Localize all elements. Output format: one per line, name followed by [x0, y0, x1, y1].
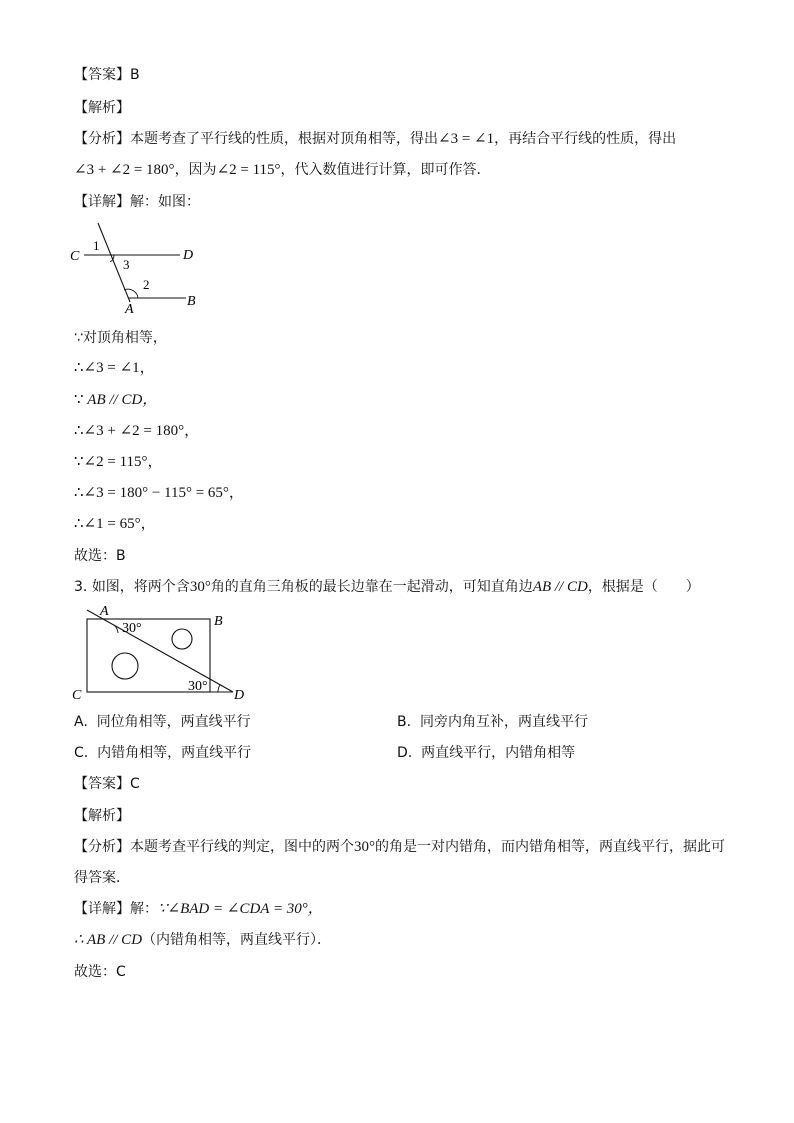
option-text: 同旁内角互补，两直线平行 [419, 714, 588, 730]
fenxi-line2-q2 [74, 160, 491, 180]
option-d[interactable] [397, 743, 575, 763]
option-c[interactable] [74, 743, 251, 763]
option-key: B. [397, 714, 412, 730]
stem-math: 30° [189, 579, 211, 595]
label-d: D [234, 688, 245, 702]
fenxi-text: ，代入数值进行计算，即可作答． [280, 162, 491, 178]
fenxi-tag: 【分析】 [74, 131, 130, 147]
step-math: AB // CD， [87, 392, 158, 408]
analysis-heading-q2: 【解析】 [74, 100, 130, 116]
conclusion-line-q3 [74, 930, 331, 950]
ruler-hole-top [172, 629, 192, 649]
step-symbol: ∴ [74, 423, 84, 439]
stem-text: 如图，将两个含 [91, 579, 190, 595]
step-math: ∠3 = 180° − 115° = 65°， [83, 485, 244, 501]
stem-math: AB // CD [532, 579, 588, 595]
xiangjie-text: 解：如图： [130, 194, 200, 210]
label-b: B [214, 614, 223, 629]
fenxi-line1-q3 [74, 837, 725, 857]
angle-arc-bottom [218, 685, 220, 692]
question-3-stem [74, 577, 700, 597]
fenxi-text: 本题考查了平行线的性质，根据对顶角相等，得出 [130, 131, 438, 147]
step-math: ∠1 = 65°， [83, 516, 156, 532]
step-symbol: ∵ [74, 392, 84, 408]
xiangjie-line-q3 [74, 899, 323, 919]
step-symbol: ∴ [74, 516, 84, 532]
xiangjie-math: ∵∠BAD = ∠CDA = 30°， [158, 901, 323, 917]
fenxi-math: ∠2 = 115° [216, 162, 281, 178]
answer-line-q3 [74, 774, 140, 794]
answer-tag: 【答案】 [74, 67, 130, 83]
step-symbol: ∵ [74, 330, 83, 346]
step-math: ∠3 + ∠2 = 180°， [83, 423, 200, 439]
option-a[interactable] [74, 712, 251, 732]
option-key: A. [74, 714, 88, 730]
option-key: C. [74, 745, 89, 761]
fenxi-tag: 【分析】 [74, 839, 130, 855]
conclusion-math: ∴ AB // CD [74, 932, 143, 948]
angle-label-3: 3 [123, 257, 130, 272]
label-a: A [100, 604, 109, 619]
option-text: 内错角相等，两直线平行 [97, 745, 252, 761]
label-a: A [125, 302, 134, 315]
step-5 [74, 452, 163, 472]
xiangjie-text: 解： [130, 901, 158, 917]
choice-line-q3: 故选：C [74, 964, 126, 980]
fenxi-math: ∠3 + ∠2 = 180° [74, 162, 175, 178]
step-6 [74, 483, 244, 503]
step-math: ∠3 = ∠1， [83, 360, 155, 376]
step-3 [74, 390, 157, 410]
step-7 [74, 514, 156, 534]
angle-label-top: 30° [122, 621, 142, 636]
step-symbol: ∵ [74, 454, 84, 470]
label-c: C [72, 688, 82, 702]
fenxi-line1-q2 [74, 129, 676, 149]
label-c: C [70, 249, 80, 264]
xiangjie-tag: 【详解】 [74, 194, 130, 210]
step-2 [74, 358, 155, 378]
ruler-hole-bottom [112, 653, 138, 679]
option-text: 同位角相等，两直线平行 [96, 714, 251, 730]
angle-label-2: 2 [143, 277, 150, 292]
fenxi-math: 30° [354, 839, 375, 855]
option-text: 两直线平行，内错角相等 [421, 745, 576, 761]
step-math: ∠2 = 115°， [83, 454, 163, 470]
conclusion-text: （内错角相等，两直线平行）． [142, 932, 332, 948]
fenxi-line2-q3: 得答案． [74, 870, 130, 886]
option-key: D. [397, 745, 413, 761]
xiangjie-tag: 【详解】 [74, 901, 130, 917]
xiangjie-line-q2 [74, 192, 200, 212]
step-1 [74, 328, 167, 348]
angle-label-bottom: 30° [188, 679, 208, 694]
parallel-lines-figure-q2 [68, 215, 208, 315]
answer-tag: 【答案】 [74, 776, 130, 792]
question-number: 3. [74, 579, 88, 595]
fenxi-text: ，再结合平行线的性质，得出 [494, 131, 677, 147]
analysis-heading-q3: 【解析】 [74, 808, 130, 824]
fenxi-text: ，因为 [174, 162, 217, 178]
fenxi-text: 本题考查平行线的判定，图中的两个 [130, 839, 354, 855]
fenxi-math: ∠3 = ∠1 [438, 131, 495, 147]
diagonal-ad [87, 610, 233, 692]
label-b: B [187, 294, 196, 309]
answer-line-q2 [74, 65, 140, 85]
option-b[interactable] [397, 712, 588, 732]
step-text: 对顶角相等， [82, 330, 167, 346]
step-4 [74, 421, 199, 441]
answer-value: B [130, 67, 140, 83]
stem-text: ，根据是（ ） [587, 579, 700, 595]
answer-value: C [130, 776, 140, 792]
step-symbol: ∴ [74, 360, 84, 376]
fenxi-text: 的角是一对内错角，而内错角相等，两直线平行，据此可 [375, 839, 725, 855]
triangle-rulers-figure-q3 [68, 602, 258, 702]
label-d: D [183, 248, 194, 263]
step-symbol: ∴ [74, 485, 84, 501]
angle-label-1: 1 [93, 238, 100, 253]
choice-line-q2: 故选：B [74, 548, 126, 564]
stem-text: 角的直角三角板的最长边靠在一起滑动，可知直角边 [210, 579, 533, 595]
